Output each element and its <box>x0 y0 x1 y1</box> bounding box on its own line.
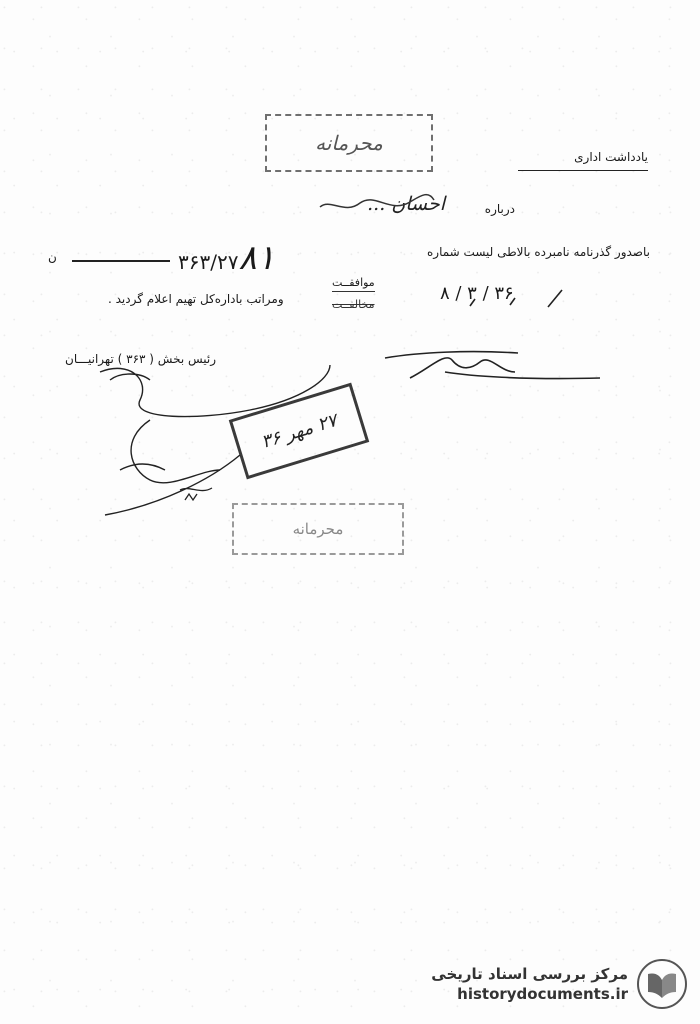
disapproved-option: مخالفــت <box>332 298 375 311</box>
section-chief-signature-line: رئیس بخش ( ۳۶۳ ) تهرانیـــان <box>65 352 217 366</box>
handwritten-initials <box>110 374 165 470</box>
confidential-stamp-bottom <box>232 503 404 555</box>
fill-line <box>72 260 170 262</box>
signature-right <box>385 352 600 379</box>
body-line-1: باصدور گذرنامه نامبرده بالاطی لیست شماره <box>427 245 650 259</box>
list-number <box>178 238 275 278</box>
confidential-stamp-bottom-text: محرمانه <box>292 520 344 538</box>
watermark-url: historydocuments.ir <box>457 985 628 1003</box>
memo-title: یادداشت اداری <box>518 150 648 171</box>
regarding-value: احسان ... <box>367 193 445 215</box>
approved-option: موافقــت <box>332 276 375 292</box>
date-stamp-text: ۲۷ مهر ۳۶ <box>258 409 340 453</box>
body-line-2: ومراتب باداره‌کل تهیم اعلام گردید . <box>108 292 284 306</box>
watermark <box>431 958 688 1010</box>
line1-suffix: ن <box>48 250 57 264</box>
watermark-text <box>431 964 628 1004</box>
handwritten-sweep <box>105 455 240 515</box>
handwritten-date-note <box>180 488 212 500</box>
regarding-label: درباره <box>484 202 515 216</box>
list-number-handwritten: ۸۱ <box>238 238 275 278</box>
confidential-stamp-text: محرمانه <box>315 131 383 155</box>
book-logo-icon <box>636 958 688 1010</box>
confidential-stamp-top <box>265 114 433 172</box>
list-number-typed: ۳۶۳/۲۷ <box>178 250 239 274</box>
date-stamp <box>229 383 370 480</box>
handwritten-date: ۸ / ۳ / ۳۶ <box>440 283 514 304</box>
watermark-org-name: مرکز بررسی اسناد تاریخی <box>431 965 628 983</box>
